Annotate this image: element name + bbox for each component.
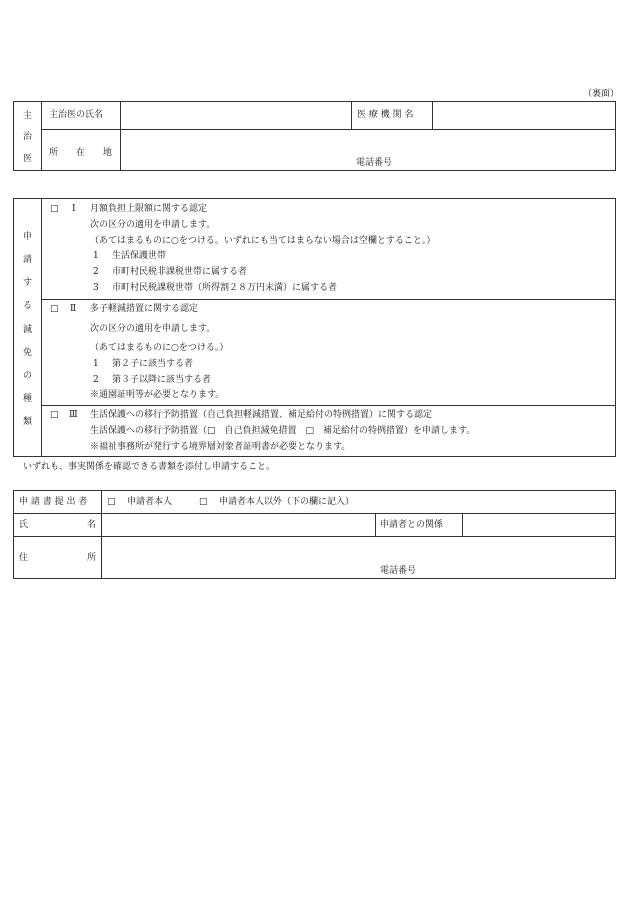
reduction-section-label bbox=[14, 229, 41, 427]
doctor-label-char: 治 bbox=[22, 132, 32, 143]
institution-label: 医 療 機 関 名 bbox=[357, 110, 414, 120]
reduction-label-char: 請 bbox=[22, 255, 32, 266]
reduction-label-char: る bbox=[22, 301, 32, 312]
section1-item-text: 市町村民税課税世帯（所得割２８万円未満）に属する者 bbox=[112, 283, 338, 293]
relation-label: 申請者との関係 bbox=[380, 520, 444, 530]
reduction-label-char: す bbox=[22, 278, 32, 289]
doctor-name-label: 主治医の氏名 bbox=[49, 110, 104, 120]
section1-item-num: 1 bbox=[93, 251, 99, 261]
relation-field[interactable] bbox=[463, 514, 615, 536]
section1-line2: （あてはまるものに○をつける。いずれにも当てはまらない場合は空欄とすること。） bbox=[90, 236, 436, 246]
doctor-section-label bbox=[14, 104, 41, 168]
submitter-opt1-label: 申請者本人 bbox=[127, 497, 173, 507]
page-side-label: （裏面） bbox=[583, 89, 620, 99]
section3-note: ※福祉事務所が発行する境界層対象者証明書が必要となります。 bbox=[90, 442, 351, 452]
reduction-label-char: 類 bbox=[22, 417, 32, 427]
section1-line1: 次の区分の適用を申請します。 bbox=[90, 220, 216, 230]
section2-item-text: 第２子に該当する者 bbox=[112, 359, 194, 369]
applicant-name-label-b: 名 bbox=[87, 520, 97, 530]
section1-item-num: 3 bbox=[93, 283, 99, 293]
doctor-label-char: 医 bbox=[22, 153, 32, 164]
submitter-opt2-label: 申請者本人以外（下の欄に記入） bbox=[219, 497, 355, 507]
reduction-label-char: 減 bbox=[22, 324, 32, 335]
reduction-label-char: 免 bbox=[22, 347, 32, 358]
doctor-phone-label: 電話番号 bbox=[356, 158, 393, 168]
section2-line1: 次の区分の適用を申請します。 bbox=[90, 324, 216, 334]
section1-item-text: 生活保護世帯 bbox=[112, 251, 167, 261]
section3-numeral: Ⅲ bbox=[69, 410, 78, 420]
section1-checkbox[interactable]: □ bbox=[50, 204, 59, 214]
doctor-name-field[interactable] bbox=[121, 102, 351, 129]
applicant-address-label-b: 所 bbox=[87, 553, 97, 563]
section2-item-num: 2 bbox=[93, 375, 99, 385]
submitter-label: 申 請 書 提 出 者 bbox=[19, 497, 88, 507]
section3-title: 生活保護への移行予防措置（自己負担軽減措置、補足給付の特例措置）に関する認定 bbox=[90, 410, 433, 420]
attach-note: いずれも、事実関係を確認できる書類を添付し申請すること。 bbox=[23, 462, 276, 472]
institution-field[interactable] bbox=[433, 102, 615, 129]
section1-title: 月額負担上限額に関する認定 bbox=[90, 204, 208, 214]
applicant-address-field[interactable] bbox=[102, 537, 615, 578]
section3-line1: 生活保護への移行予防措置（□ 自己負担減免措置 □ 補足給付の特例措置）を申請します。 bbox=[90, 426, 476, 436]
section1-item-num: 2 bbox=[93, 267, 99, 277]
reduction-table bbox=[13, 198, 616, 457]
applicant-name-label-a: 氏 bbox=[19, 520, 29, 530]
submitter-opt2-checkbox[interactable]: □ bbox=[199, 497, 208, 507]
submitter-table bbox=[13, 490, 616, 579]
section1-numeral: Ⅰ bbox=[72, 204, 76, 214]
applicant-address-label-a: 住 bbox=[19, 553, 29, 563]
doctor-address-label-b: 在 bbox=[76, 148, 86, 158]
doctor-label-char: 主 bbox=[22, 111, 32, 122]
doctor-address-label-c: 地 bbox=[103, 148, 113, 158]
doctor-address-label-a: 所 bbox=[49, 148, 59, 158]
doctor-table bbox=[13, 101, 616, 171]
section2-note: ※通園証明等が必要となります。 bbox=[90, 390, 225, 400]
section2-checkbox[interactable]: □ bbox=[50, 304, 59, 314]
reduction-label-char: の bbox=[22, 370, 32, 381]
section2-item-num: 1 bbox=[93, 359, 99, 369]
reduction-label-char: 種 bbox=[22, 393, 32, 404]
section1-item-text: 市町村民税非課税世帯に属する者 bbox=[112, 267, 248, 277]
section2-line2: （あてはまるものに○をつける。） bbox=[90, 343, 229, 353]
section2-item-text: 第３子以降に該当する者 bbox=[112, 375, 212, 385]
applicant-name-field[interactable] bbox=[102, 514, 375, 536]
applicant-phone-label: 電話番号 bbox=[380, 566, 417, 576]
section2-numeral: Ⅱ bbox=[70, 304, 77, 314]
submitter-opt1-checkbox[interactable]: □ bbox=[107, 497, 116, 507]
section3-checkbox[interactable]: □ bbox=[50, 410, 59, 420]
reduction-label-char: 申 bbox=[22, 232, 32, 242]
section2-title: 多子軽減措置に関する認定 bbox=[90, 304, 199, 314]
